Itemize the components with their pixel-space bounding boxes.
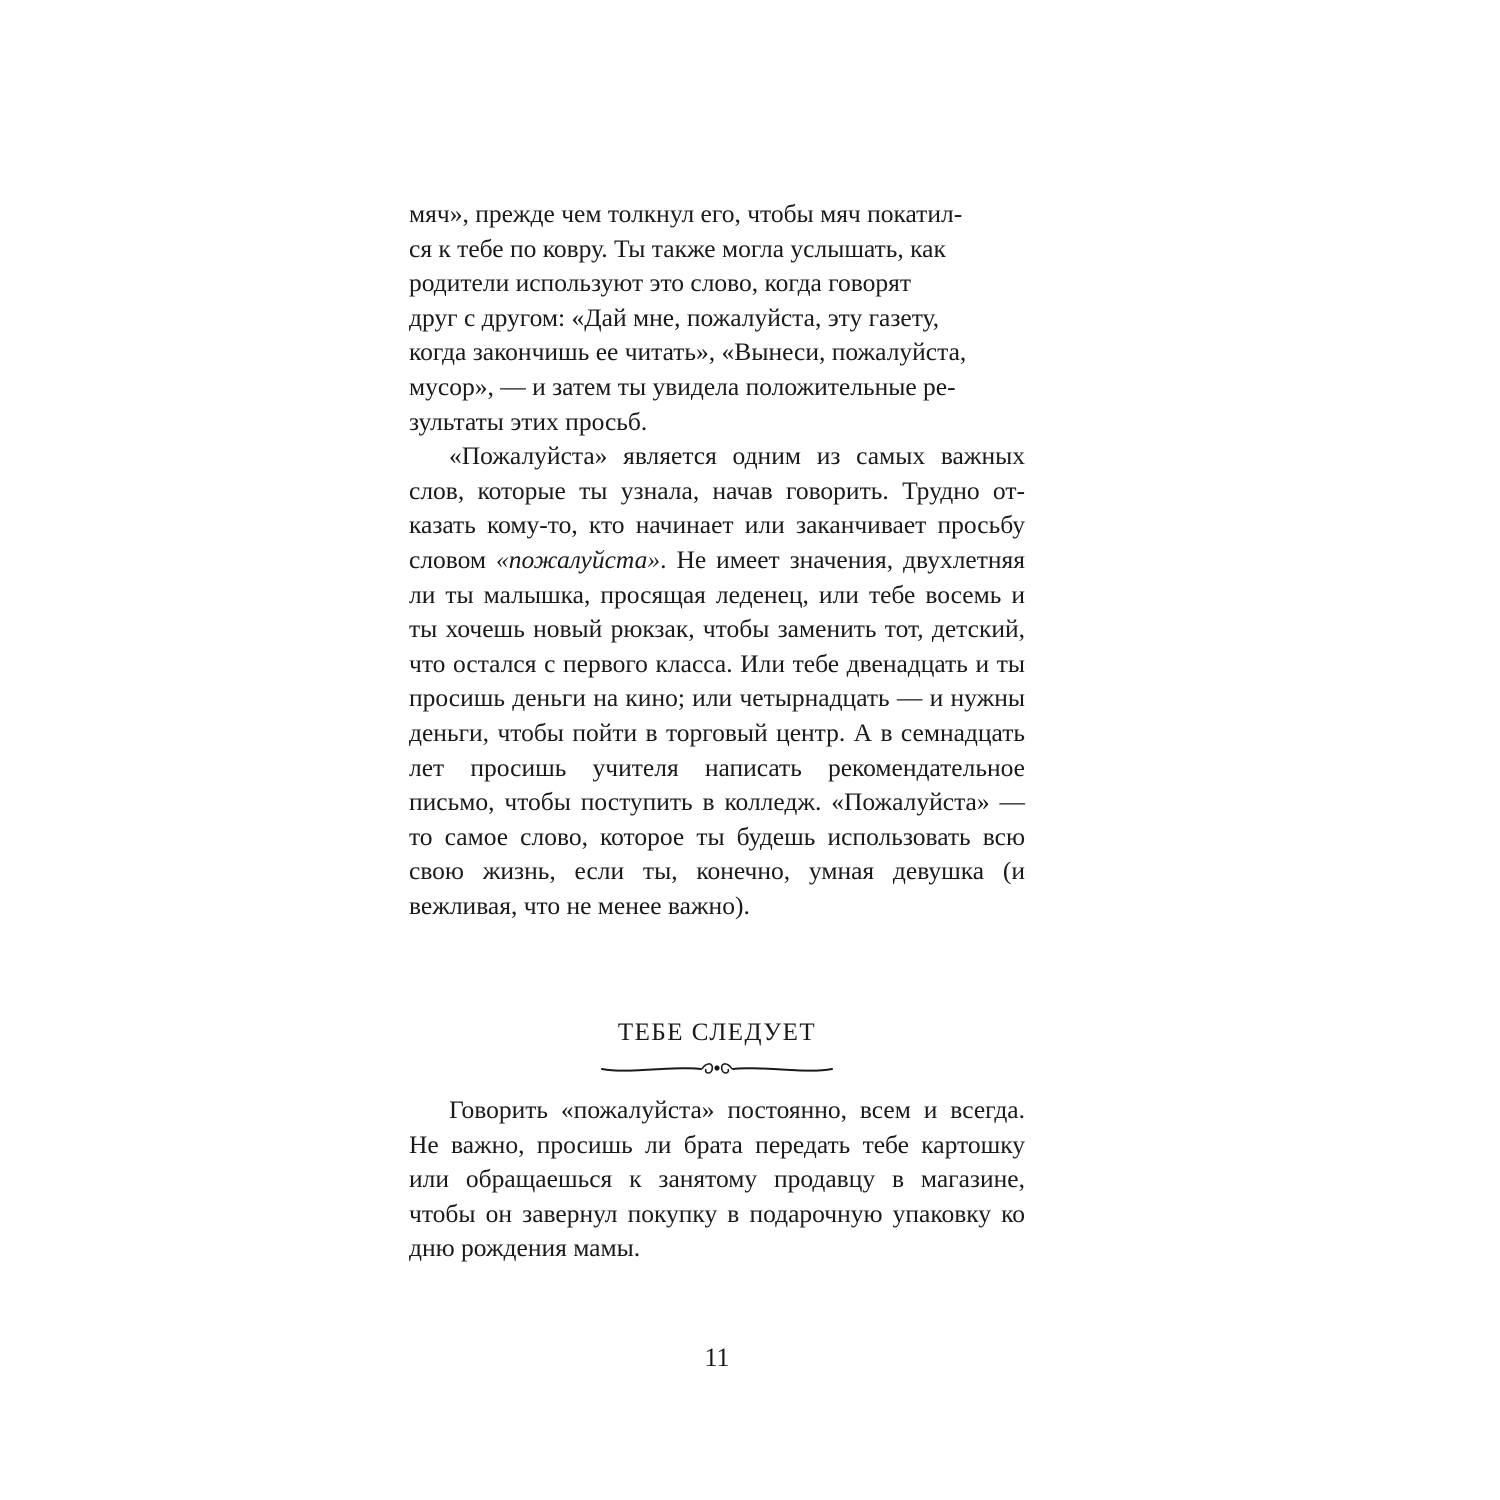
paragraph-2-italic-word: «пожалуйста»: [495, 544, 661, 574]
paragraph-1-line-7: зультаты этих просьб.: [409, 406, 648, 436]
paragraph-1-line-3: родители используют это слово, когда говорят: [409, 268, 912, 298]
paragraph-1-line-1: мяч», прежде чем толкнул его, чтобы мяч покатил-: [409, 199, 963, 228]
paragraph-2-text-b: . Не имеет значения, двухлетняя ли ты малышка, просящая леденец, или тебе восемь и ты хочешь новый рюкзак, чтобы заменить тот, детский, что остался с первого класса. Или тебе двенадцать и ты просишь деньги на кино; или четырнадцать — и нужны деньги, чтобы пойти в торговый центр. А в семнадцать лет просишь учителя написать рекомендательное письмо, чтобы поступить в колледж. «Пожалуйста» — то самое слово, которое ты будешь использовать всю свою жизнь, если ты, конечно, умная девушка (и вежливая, что не менее важно).: [409, 544, 1025, 920]
flourish-divider-icon: [598, 1052, 836, 1082]
text-block-bottom: [409, 1093, 1025, 1266]
paragraph-3: Говорить «пожалуйста» постоянно, всем и всегда. Не важно, просишь ли брата передать тебе картошку или обращаешься к занятому продавцу в магазине, чтобы он завернул покупку в подарочную упаковку ко дню рождения мамы.: [409, 1095, 1025, 1263]
paragraph-1: [409, 197, 1025, 439]
paragraph-1-line-4: друг с другом: «Дай мне, пожалуйста, эту газету,: [409, 302, 940, 332]
paragraph-1-line-2: ся к тебе по ковру. Ты также могла услышать, как: [409, 233, 946, 263]
section-heading: ТЕБЕ СЛЕДУЕТ: [617, 1019, 817, 1046]
paragraph-2-text-a: «Пожалуйста» является одним из самых важных слов, которые ты узнала, начав говорить. Трудно отказать кому-то, кто начинает или заканчивает просьбу словом: [409, 441, 1025, 574]
paragraph-1-line-5: когда закончишь ее читать», «Вынеси, пожалуйста,: [409, 337, 967, 367]
paragraph-2: [409, 439, 1025, 923]
paragraph-1-line-6: мусор», — и затем ты увидела положительные ре-: [409, 371, 956, 401]
page-number: 11: [704, 1343, 730, 1372]
text-block-top: [409, 197, 1025, 923]
